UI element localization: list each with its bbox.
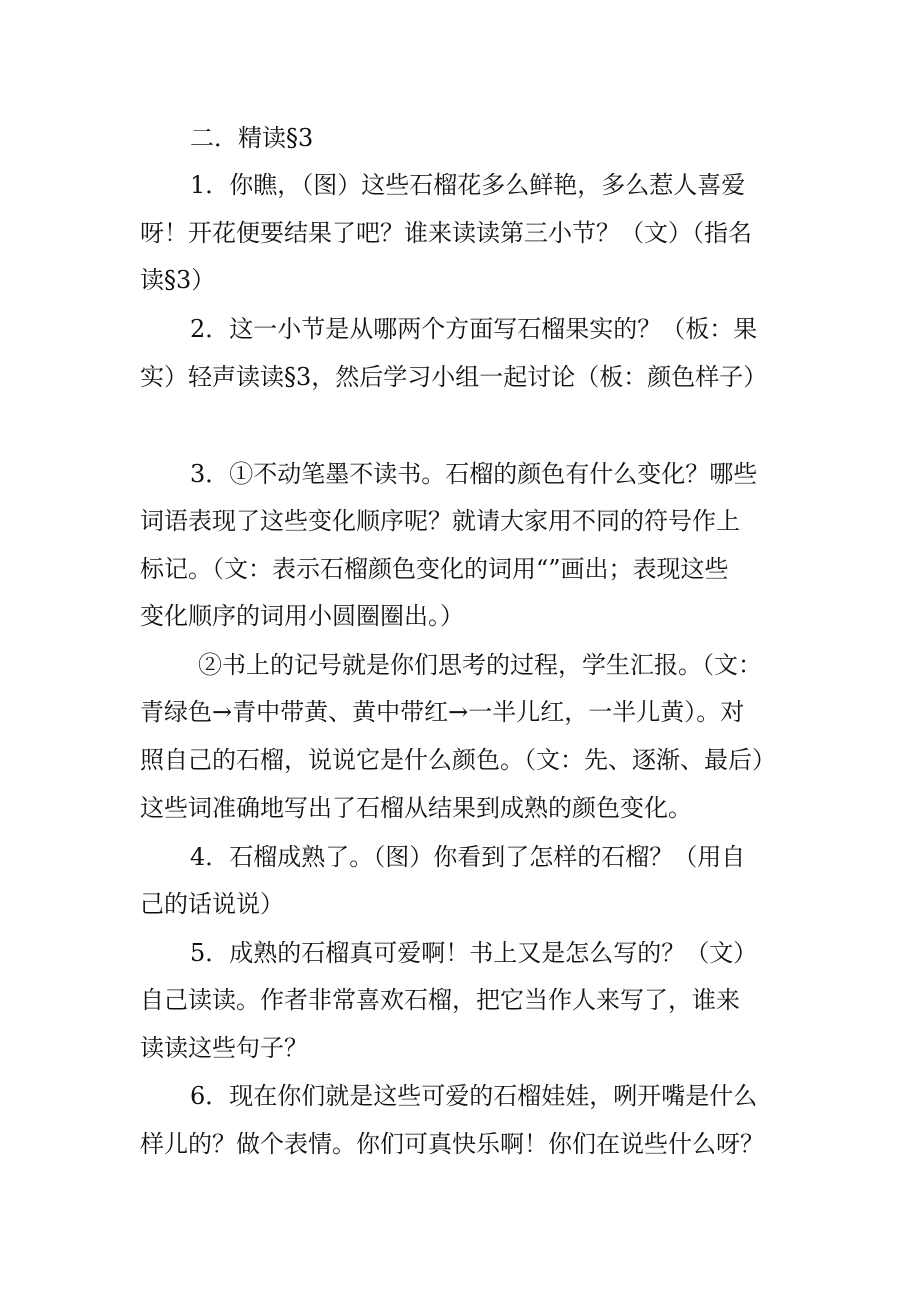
paragraph-line: 4．石榴成熟了。（图）你看到了怎样的石榴？（用自 xyxy=(190,843,746,871)
paragraph-line: 读读这些句子？ xyxy=(140,1034,308,1062)
paragraph-line: 标记。（文：表示石榴颜色变化的词用“”画出；表现这些 xyxy=(140,555,729,583)
paragraph-line: 样儿的？做个表情。你们可真快乐啊！你们在说些什么呀？ xyxy=(140,1130,764,1158)
paragraph-line: 读§3） xyxy=(140,266,216,294)
paragraph-line: 5．成熟的石榴真可爱啊！书上又是怎么写的？（文） xyxy=(190,939,758,967)
paragraph-line: ②书上的记号就是你们思考的过程，学生汇报。（文： xyxy=(198,651,762,679)
paragraph-line: 2．这一小节是从哪两个方面写石榴果实的？（板：果 xyxy=(190,315,758,343)
paragraph-line: 呀！开花便要结果了吧？谁来读读第三小节？（文）（指名 xyxy=(140,219,752,247)
paragraph-line: 照自己的石榴，说说它是什么颜色。（文：先、逐渐、最后） xyxy=(140,746,776,774)
paragraph-line: 变化顺序的词用小圆圈圈出。） xyxy=(140,602,464,630)
section-heading: 二．精读§3 xyxy=(190,124,314,152)
paragraph-line: 词语表现了这些变化顺序呢？就请大家用不同的符号作上 xyxy=(140,507,740,535)
paragraph-line: 实）轻声读读§3，然后学习小组一起讨论（板：颜色样子） xyxy=(140,363,768,391)
paragraph-line: 6．现在你们就是这些可爱的石榴娃娃，咧开嘴是什么 xyxy=(190,1082,758,1110)
paragraph-line: 1．你瞧，（图）这些石榴花多么鲜艳，多么惹人喜爱 xyxy=(190,171,746,199)
paragraph-line: 己的话说说） xyxy=(140,890,284,918)
paragraph-line: 自己读读。作者非常喜欢石榴，把它当作人来写了，谁来 xyxy=(140,986,740,1014)
paragraph-line: 3．①不动笔墨不读书。石榴的颜色有什么变化？哪些 xyxy=(190,460,758,488)
paragraph-line: 这些词准确地写出了石榴从结果到成熟的颜色变化。 xyxy=(140,794,692,822)
paragraph-line: 青绿色→青中带黄、黄中带红→一半儿红，一半儿黄）。对 xyxy=(140,698,745,726)
